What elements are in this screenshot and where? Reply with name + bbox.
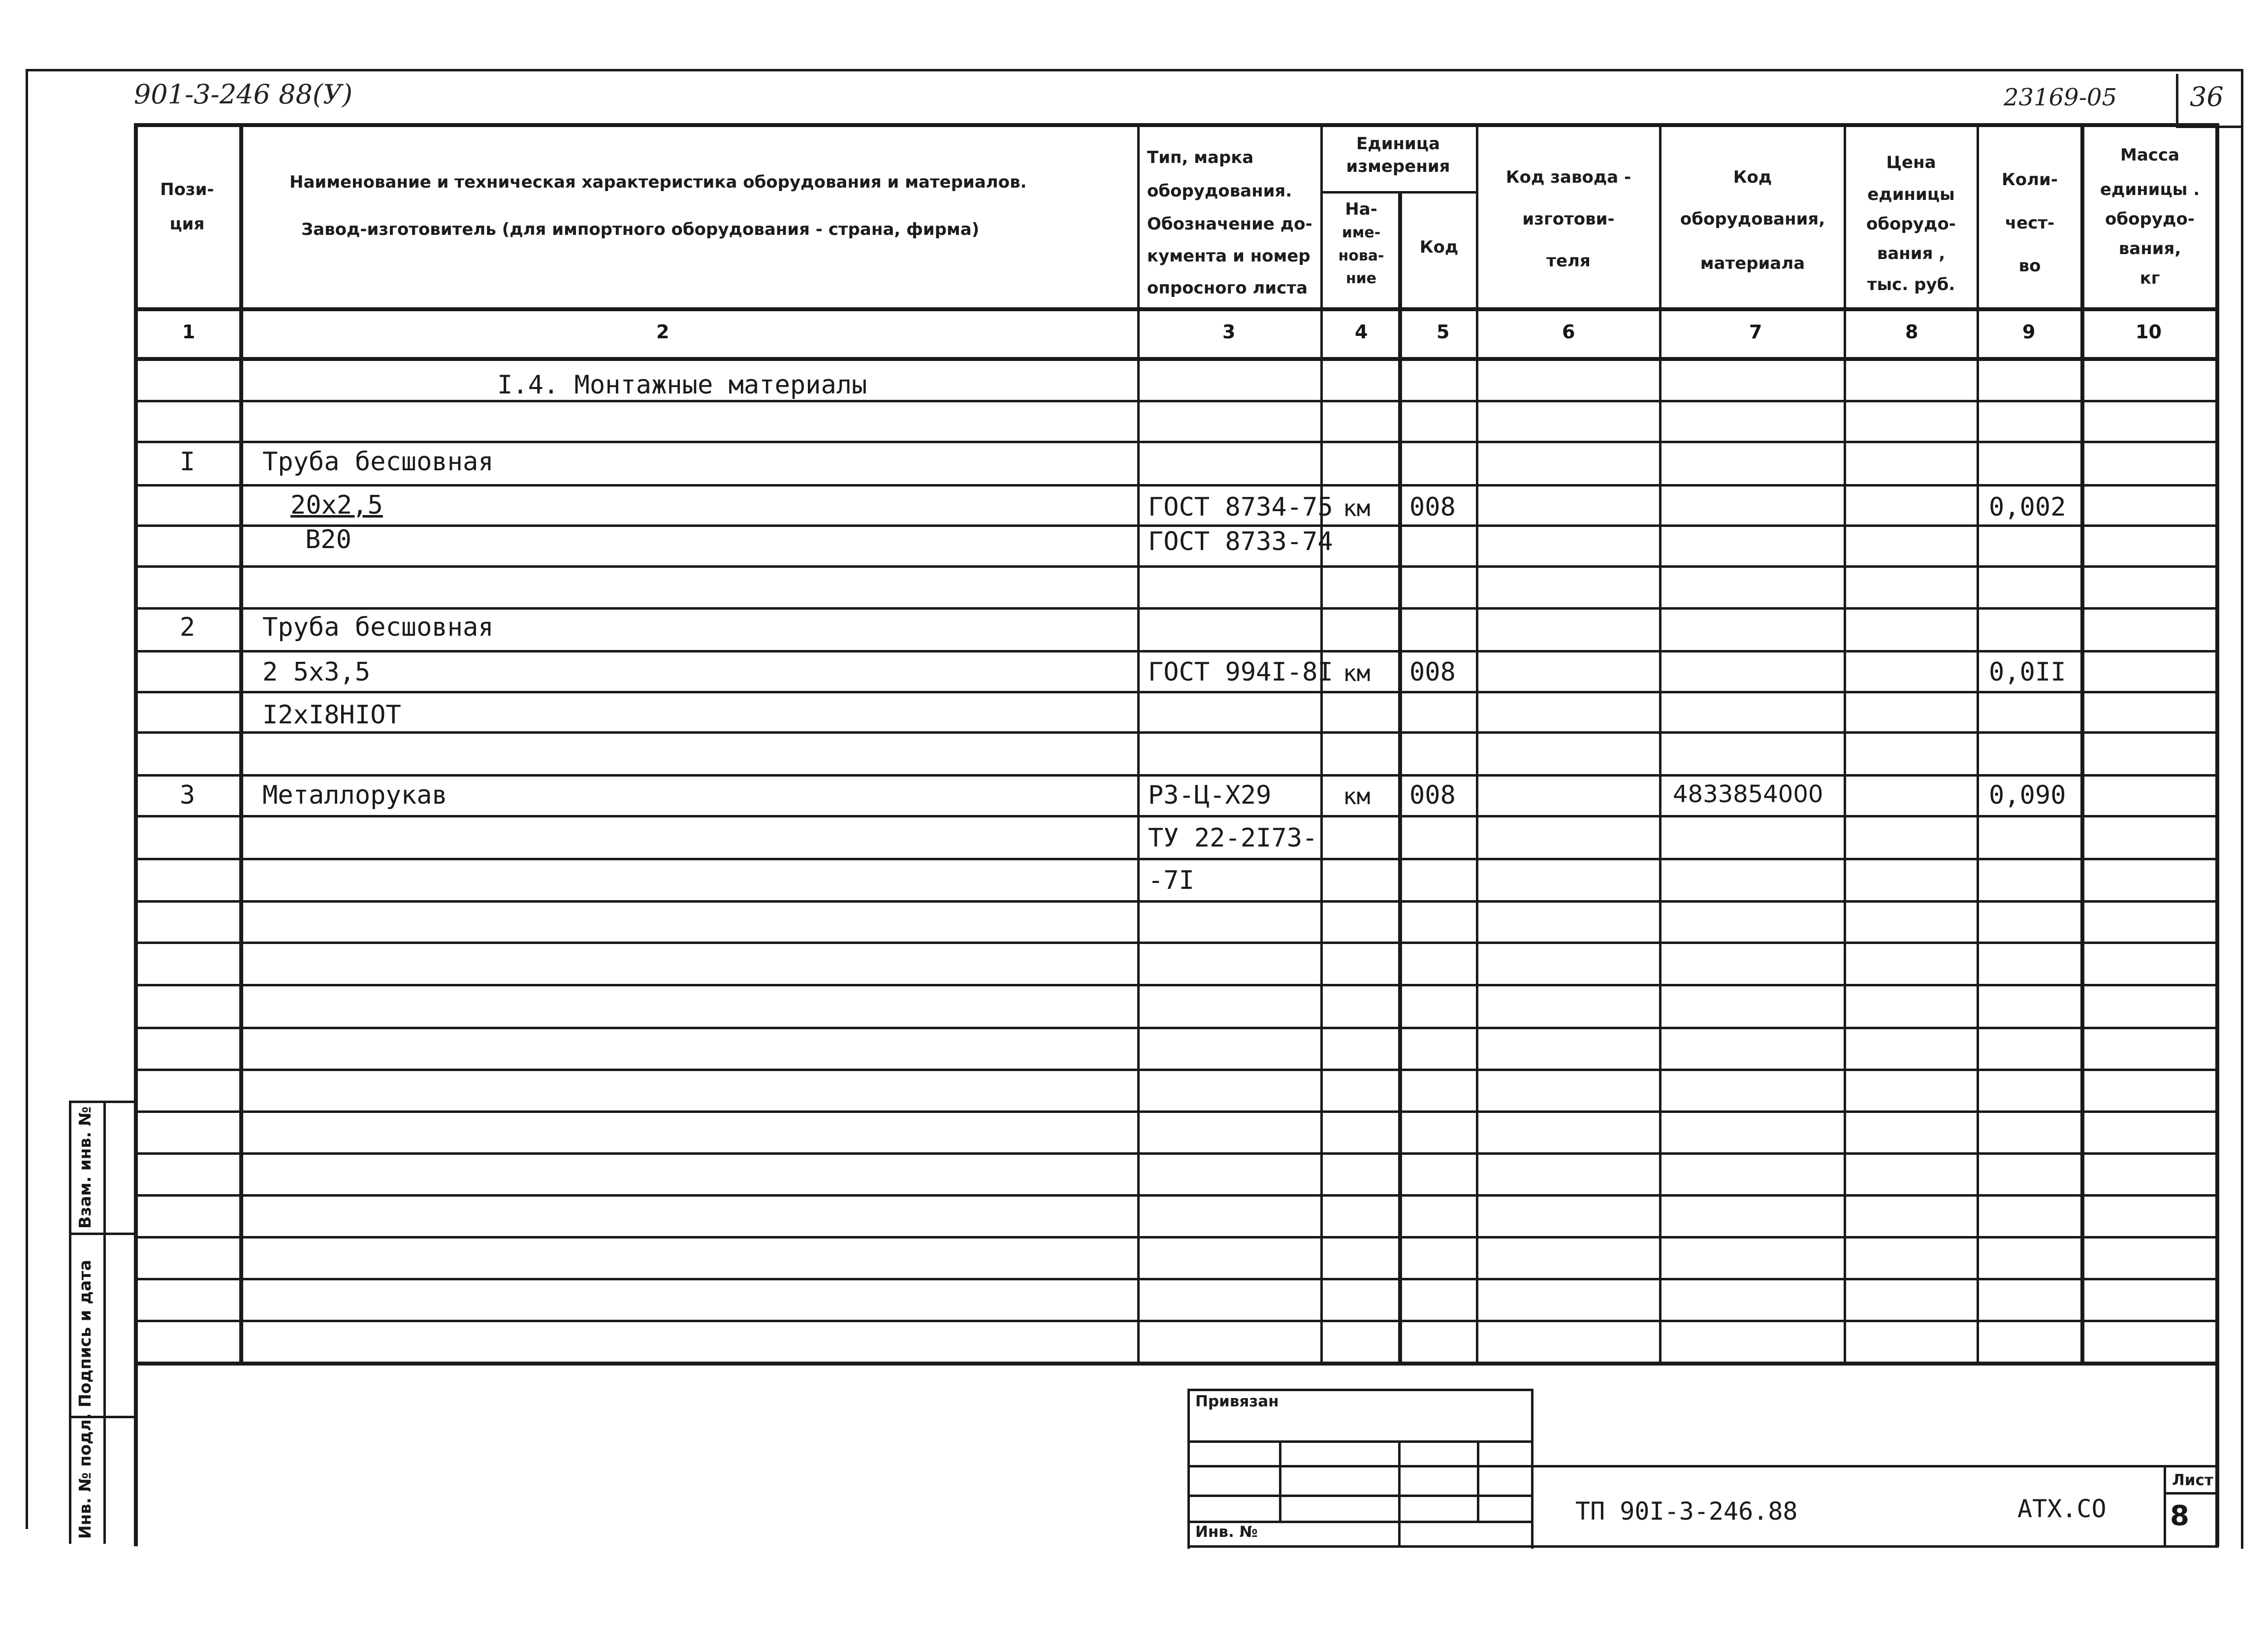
page-number-box-line	[2176, 74, 2178, 128]
item-standard: ГОСТ 8734-75	[1148, 492, 1333, 522]
col-divider-4	[1398, 192, 1402, 1365]
stamp-linked-label: Привязан	[1195, 1393, 1279, 1410]
row-line	[134, 441, 2217, 443]
item-quantity: 0,0II	[1989, 657, 2066, 687]
item-size: 2 5х3,5	[262, 657, 371, 687]
col-divider-3	[1320, 123, 1323, 1365]
frame-left-line	[26, 69, 28, 1529]
item-unit-code: 008	[1409, 492, 1456, 522]
header-bottom-line	[134, 307, 2217, 311]
row-line	[134, 565, 2217, 568]
item-name: Металлорукав	[262, 781, 447, 810]
row-line	[134, 900, 2217, 903]
row-line	[134, 942, 2217, 944]
item-steel-grade: В20	[305, 525, 351, 554]
row-line	[134, 774, 2217, 777]
row-line	[134, 1110, 2217, 1113]
stamp-inv-label: Инв. №	[1195, 1523, 1258, 1541]
item-material-code: 4833854000	[1673, 781, 1823, 808]
document-code: АТХ.СО	[2017, 1495, 2107, 1523]
frame-right-line	[2241, 69, 2243, 1549]
item-steel-grade: I2хI8НIОТ	[262, 700, 401, 730]
unit-group-divider	[1320, 191, 1476, 194]
sheet-label: Лист	[2172, 1471, 2213, 1489]
row-line	[134, 607, 2217, 610]
row-line	[134, 1320, 2217, 1322]
item-standard: ГОСТ 994I-8I	[1148, 657, 1333, 687]
row-line	[134, 650, 2217, 652]
row-line	[134, 1194, 2217, 1197]
item-quantity: 0,090	[1989, 781, 2066, 810]
item-type: Р3-Ц-Х29	[1148, 781, 1272, 810]
item-unit-code: 008	[1409, 781, 1456, 810]
side-stamp-replaced-inv: Взам. инв. №	[75, 1106, 95, 1229]
item-standard-continued: -7I	[1148, 866, 1194, 895]
row-line	[134, 400, 2217, 402]
row-line	[134, 1236, 2217, 1238]
item-size: 20x2,5	[290, 490, 383, 520]
col-divider-2	[1137, 123, 1140, 1365]
row-line	[134, 484, 2217, 487]
item-quantity: 0,002	[1989, 492, 2066, 522]
row-line	[134, 815, 2217, 817]
row-line	[134, 984, 2217, 986]
side-stamp-signature-date: Подпись и дата	[75, 1260, 95, 1407]
item-position: 3	[180, 781, 195, 810]
handwritten-archive-number: 23169-05	[2004, 84, 2117, 111]
side-stamp-inv-original: Инв. № подл.	[75, 1413, 95, 1539]
row-line	[134, 1069, 2217, 1071]
row-line	[134, 691, 2217, 693]
table-top-border	[134, 123, 2217, 127]
item-name: Труба бесшовная	[262, 613, 494, 642]
row-line	[134, 1278, 2217, 1280]
col-divider-9	[2080, 123, 2084, 1365]
item-position: 2	[180, 613, 195, 642]
sheet-number: 8	[2170, 1500, 2189, 1532]
item-unit-name: км	[1343, 660, 1371, 686]
section-title: I.4. Монтажные материалы	[497, 370, 867, 400]
item-name: Труба бесшовная	[262, 447, 494, 477]
col-divider-5	[1476, 123, 1478, 1365]
table-left-border	[134, 123, 138, 1546]
row-line	[134, 1152, 2217, 1155]
col-divider-7	[1844, 123, 1846, 1365]
table-right-border	[2215, 123, 2219, 1546]
header-unit-code: Код	[1419, 237, 1459, 257]
col-divider-6	[1659, 123, 1661, 1365]
col-divider-8	[1977, 123, 1979, 1365]
item-standard: ТУ 22-2I73-	[1148, 823, 1318, 853]
item-unit-name: км	[1343, 495, 1371, 521]
frame-top-line	[26, 69, 2243, 71]
table-body-bottom-line	[134, 1362, 2217, 1366]
item-unit-name: км	[1343, 783, 1371, 810]
row-line	[134, 731, 2217, 734]
col-divider-1	[239, 123, 243, 1365]
item-position: I	[180, 447, 195, 477]
item-unit-code: 008	[1409, 657, 1456, 687]
row-line	[134, 1027, 2217, 1029]
row-line	[134, 858, 2217, 860]
handwritten-page-number: 36	[2190, 81, 2224, 112]
item-standard: ГОСТ 8733-74	[1148, 527, 1333, 556]
document-number: ТП 90I-3-246.88	[1575, 1497, 1798, 1526]
number-row-bottom-line	[134, 357, 2217, 361]
handwritten-doc-code: 901-3-246 88(У)	[134, 79, 353, 110]
